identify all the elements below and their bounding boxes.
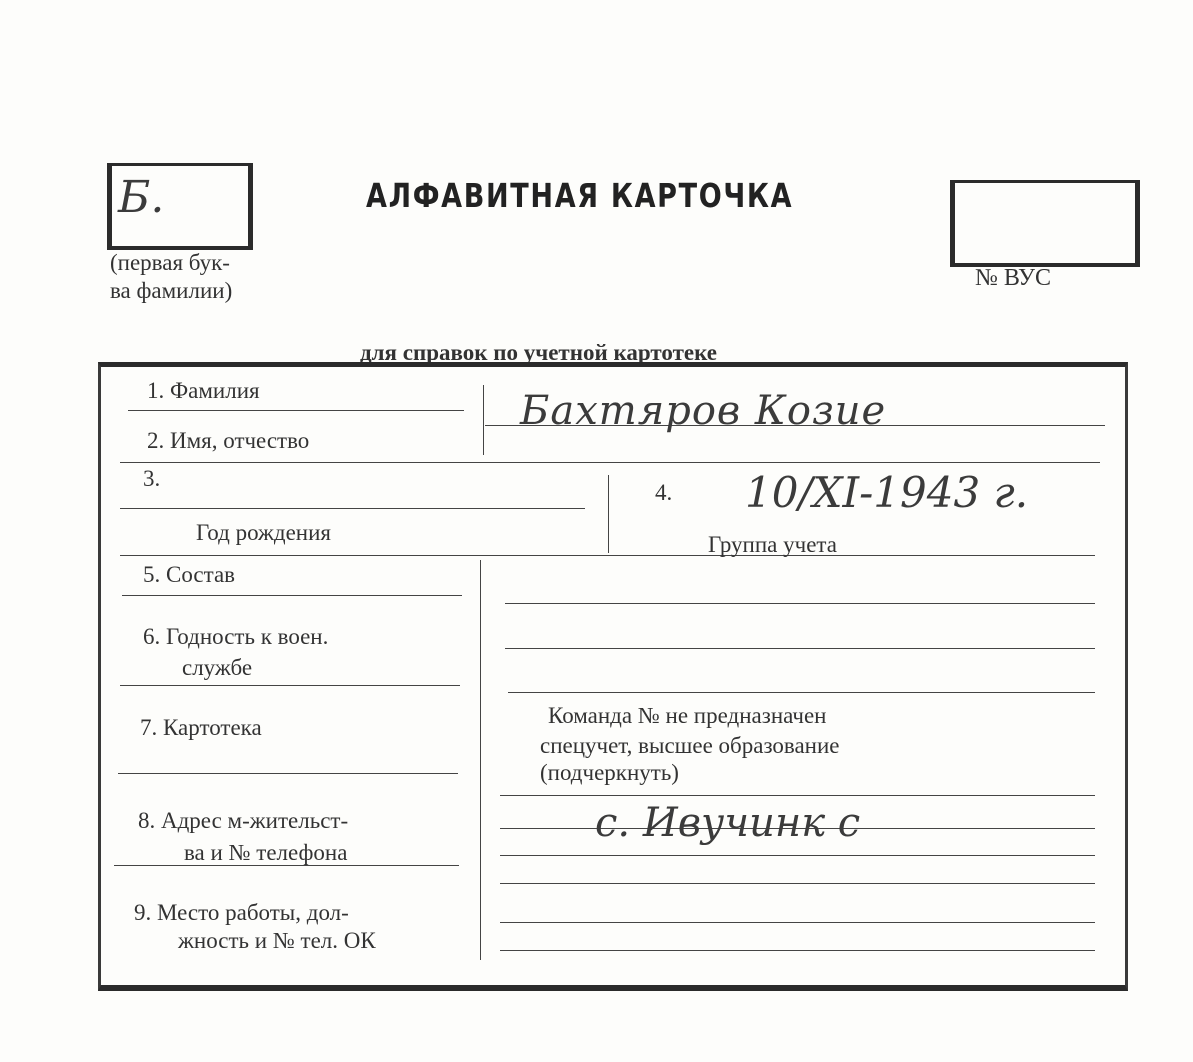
team-line2: спецучет, высшее образование (540, 733, 840, 758)
card-title: АЛФАВИТНАЯ КАРТОЧКА (366, 176, 794, 215)
letter-box-caption-line2: ва фамилии) (110, 278, 233, 303)
rule (480, 560, 481, 960)
rule (118, 773, 458, 774)
letter-box-caption-line1: (первая бук- (110, 250, 230, 275)
rule (500, 922, 1095, 923)
rule (500, 855, 1095, 856)
address-handwritten: с. Ивучинк с (595, 800, 861, 846)
field-3-label: 3. (143, 466, 161, 491)
rule (500, 950, 1095, 951)
field-surname-label: 1. Фамилия (147, 378, 260, 403)
field-workplace-label-line2: жность и № тел. ОК (178, 928, 376, 953)
rule (505, 603, 1095, 604)
vus-box (950, 180, 1140, 267)
card-frame (98, 362, 1128, 991)
rule (500, 795, 1095, 796)
rule (128, 410, 464, 411)
date-handwritten: 10/XI-1943 г. (745, 468, 1029, 517)
field-address-label-line1: 8. Адрес м-жительст- (138, 808, 349, 833)
field-workplace-label-line1: 9. Место работы, дол- (134, 900, 349, 925)
field-fitness-label-line2: службе (182, 655, 253, 680)
team-line3: (подчеркнуть) (540, 760, 679, 785)
field-4-label: 4. (655, 480, 673, 505)
field-card-index-label: 7. Картотека (140, 715, 262, 740)
team-line1: Команда № не предназначен (548, 703, 827, 728)
rule (120, 555, 1095, 556)
rule (608, 475, 609, 553)
rule (505, 648, 1095, 649)
rule (120, 462, 1100, 463)
card-subtitle: для справок по учетной картотеке (360, 340, 717, 365)
field-fitness-label-line1: 6. Годность к воен. (143, 624, 329, 649)
account-group-caption: Группа учета (708, 532, 837, 557)
rule (500, 883, 1095, 884)
name-handwritten: Бахтяров Козие (520, 388, 887, 434)
rule (122, 595, 462, 596)
birth-year-caption: Год рождения (196, 520, 331, 545)
surname-letter-value: Б. (118, 172, 165, 223)
field-address-label-line2: ва и № телефона (184, 840, 348, 865)
rule (508, 692, 1095, 693)
field-composition-label: 5. Состав (143, 562, 236, 587)
field-name-label: 2. Имя, отчество (147, 428, 310, 453)
rule (483, 385, 484, 455)
rule (120, 685, 460, 686)
vus-caption: № ВУС (975, 265, 1051, 291)
rule (120, 508, 585, 509)
